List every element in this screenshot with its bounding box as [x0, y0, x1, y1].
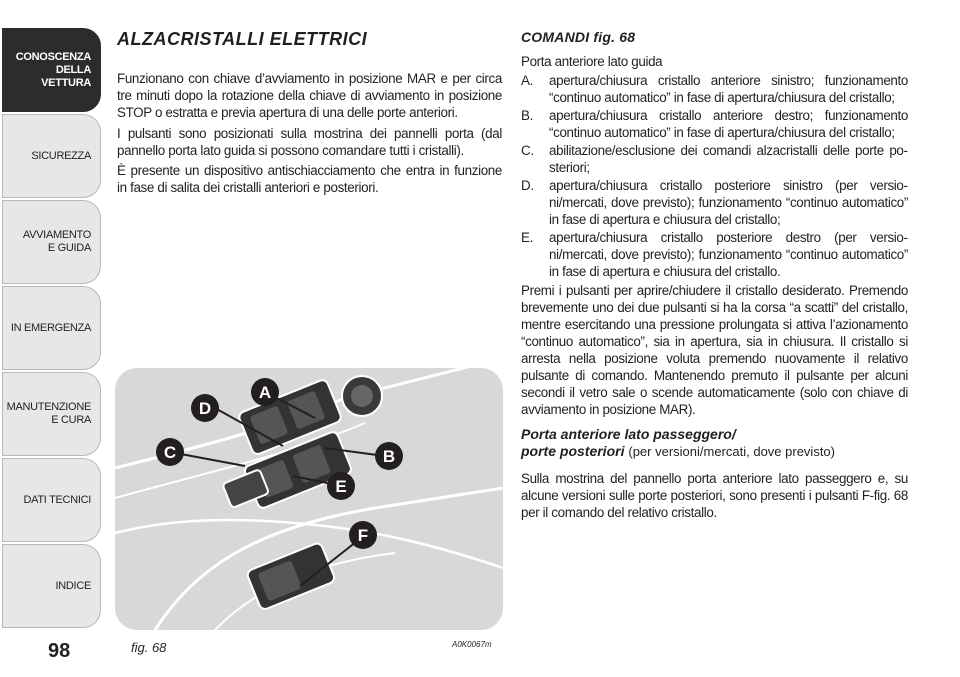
label-c [156, 438, 184, 466]
list-item-a: A. apertura/chiusura cristallo anteriore sinistro; funzionamento “continuo automatico” in fase di apertura/chiusura del cristallo; [521, 73, 908, 105]
controls-heading: COMANDI fig. 68 [521, 29, 636, 45]
svg-text:D: D [198, 399, 212, 418]
label-e [327, 472, 355, 500]
label-a [251, 378, 279, 406]
paragraph-1: Funzionano con chiave d’avviamento in posizione MAR e per circa tre minuti dopo la rotazione della chiave di avviamento in posizione STOP o estratta e previa apertura di una delle porte anteriori. [117, 71, 502, 120]
operation-paragraph: Premi i pulsanti per aprire/chiudere il cristallo desiderato. Premendo brevemente uno dei due pulsanti si ha la corsa “a scatti” del cristallo, mentre esercitando una pressione prolungata si attiva l’azionamento “continuo automatico”, sia in apertura, sia in chiusura. Il cristallo si arresta nella posizione voluta premendo nuovamente il relativo pulsante di comando. Mantenendo premuto il pulsante per alcuni secondi il vetro sale o scende automaticamente (solo con chiave di avviamento in posizione MAR). [521, 283, 908, 417]
label-b [375, 442, 403, 470]
tab-avviamento-e-guida[interactable]: AVVIAMENTO E GUIDA [2, 200, 101, 284]
tab-dati-tecnici[interactable]: DATI TECNICI [2, 458, 101, 542]
tab-conoscenza-della-vettura[interactable]: CONOSCENZA DELLA VETTURA [2, 28, 101, 112]
paragraph-2: I pulsanti sono posizionati sulla mostrina dei pannelli porta (dal pannello porta lato guida si possono comandare tutti i cristalli). [117, 126, 502, 158]
list-item-d: D. apertura/chiusura cristallo posteriore sinistro (per versioni/mercati, dove previsto); funzionamento “continuo automatico” in fase di apertura e chiusura del cristallo; [521, 178, 908, 227]
label-d [191, 394, 219, 422]
page-number: 98 [48, 640, 71, 662]
section-title: ALZACRISTALLI ELETTRICI [117, 29, 368, 49]
figure-code: A0K0067m [452, 640, 492, 649]
list-item-c: C. abilitazione/esclusione dei comandi alzacristalli delle porte posteriori; [521, 143, 908, 175]
svg-text:F: F [357, 526, 369, 545]
chapter-sidebar [0, 20, 103, 630]
paragraph-3: È presente un dispositivo antischiacciamento che entra in funzione in fase di salita dei cristalli anteriori e posteriori. [117, 163, 502, 195]
figure-caption: fig. 68 [131, 640, 167, 655]
tab-in-emergenza[interactable]: IN EMERGENZA [2, 286, 101, 370]
passenger-door-paragraph: Sulla mostrina del pannello porta anteriore lato passeggero e, su alcune versioni sulle porte posteriori, sono presenti i pulsanti F-fig. 68 per il comando del relativo cristallo. [521, 471, 908, 520]
list-item-e: E. apertura/chiusura cristallo posteriore destro (per versioni/mercati, dove previsto); funzionamento “continuo automatico” in fase di apertura e chiusura del cristallo. [521, 230, 908, 279]
label-f [349, 521, 377, 549]
tab-sicurezza[interactable]: SICUREZZA [2, 114, 101, 198]
subheading-note: (per versioni/mercati, dove previsto) [628, 444, 835, 459]
controls-list [521, 72, 908, 280]
figure-68-window-switches [115, 368, 503, 630]
svg-text:E: E [335, 477, 347, 496]
controls-intro: Porta anteriore lato guida [521, 54, 663, 69]
list-item-b: B. apertura/chiusura cristallo anteriore destro; funzionamento “continuo automatico” in fase di apertura/chiusura del cristallo; [521, 108, 908, 140]
door-panel-illustration [115, 368, 503, 630]
svg-text:A: A [258, 383, 272, 402]
passenger-door-heading: Porta anteriore lato passeggero/ porte posteriori (per versioni/mercati, dove previsto) [521, 426, 835, 459]
tab-manutenzione-e-cura[interactable]: MANUTENZIONE E CURA [2, 372, 101, 456]
right-column [521, 29, 908, 521]
svg-text:B: B [382, 447, 396, 466]
svg-text:C: C [163, 443, 177, 462]
tab-indice[interactable]: INDICE [2, 544, 101, 628]
